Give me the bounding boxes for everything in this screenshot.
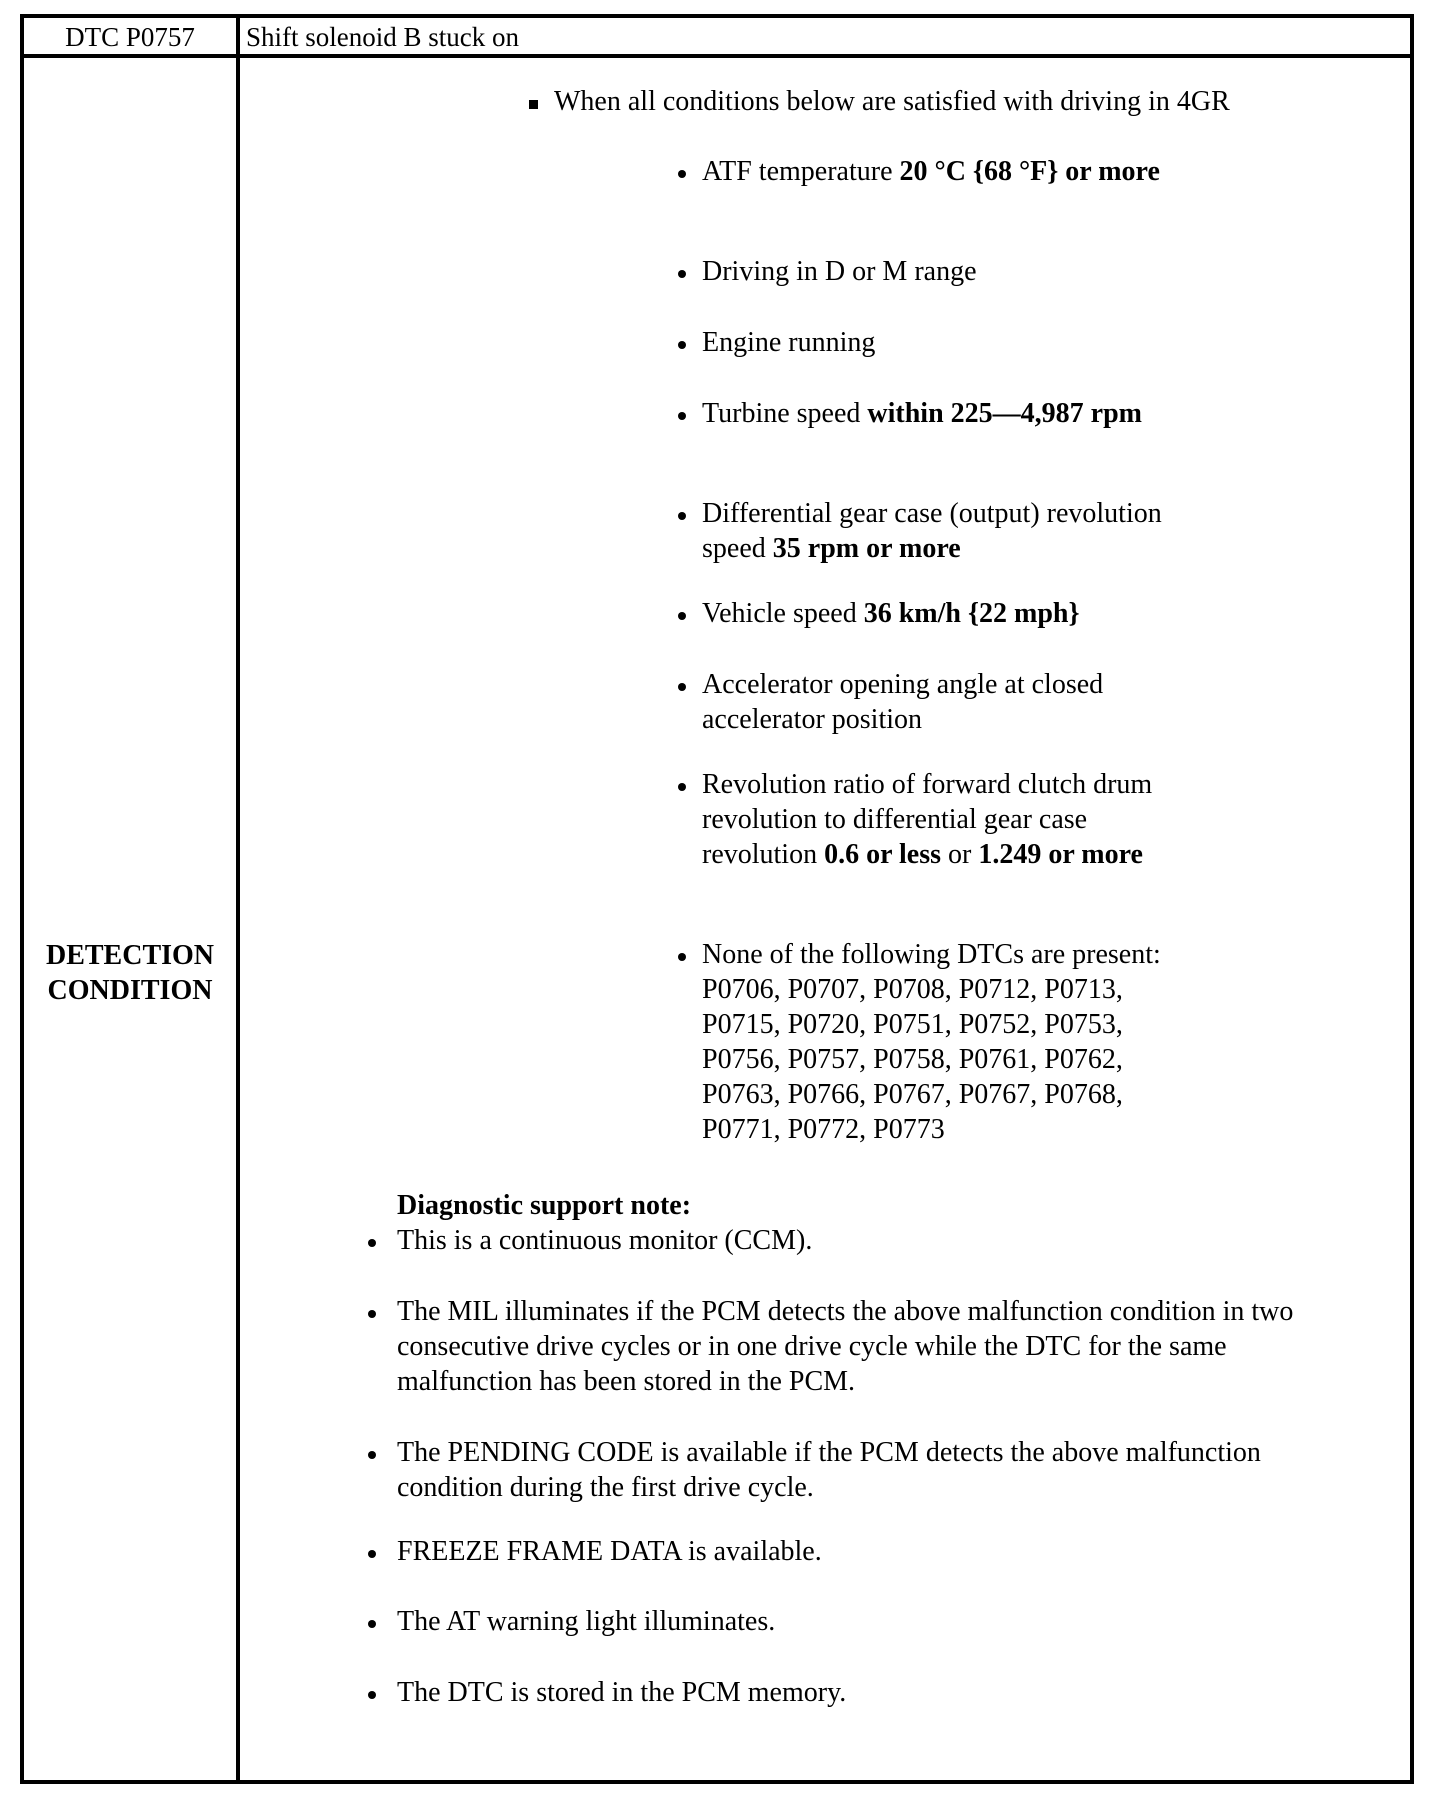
bullet-icon: [678, 170, 686, 178]
bullet-icon: [368, 1310, 376, 1318]
main-condition: When all conditions below are satisfied with driving in 4GR: [554, 86, 1230, 117]
support-note: The AT warning light illuminates.: [397, 1606, 776, 1637]
column-divider: [236, 18, 240, 1780]
bullet-icon: [678, 783, 686, 791]
support-note: FREEZE FRAME DATA is available.: [397, 1536, 822, 1567]
bullet-icon: [678, 683, 686, 691]
dtc-name: Shift solenoid B stuck on: [246, 22, 520, 52]
support-note-title: Diagnostic support note:: [397, 1190, 692, 1221]
bullet-icon: [678, 512, 686, 520]
section-label: [24, 938, 236, 1008]
section-label-line1: DETECTION: [45, 940, 215, 971]
bullet-icon: [368, 1550, 376, 1558]
support-note: The PENDING CODE is available if the PCM detects the above malfunction condition during the first drive cycle.: [397, 1437, 1261, 1503]
square-bullet-icon: [529, 100, 538, 109]
condition-item: Revolution ratio of forward clutch drum revolution to differential gear case revolution 0.6 or less or 1.249 or more: [702, 769, 1153, 870]
bullet-icon: [368, 1239, 376, 1247]
bullet-icon: [678, 341, 686, 349]
condition-item: Driving in D or M range: [702, 256, 977, 287]
bullet-icon: [368, 1451, 376, 1459]
section-label-line2: CONDITION: [47, 975, 213, 1006]
support-note: The DTC is stored in the PCM memory.: [397, 1677, 847, 1708]
bullet-icon: [368, 1691, 376, 1699]
bullet-icon: [678, 953, 686, 961]
condition-item: ATF temperature 20 °C {68 °F} or more: [702, 156, 1160, 187]
condition-item: None of the following DTCs are present: P0706, P0707, P0708, P0712, P0713, P0715, P0720, P0751, P0752, P0753, P0756, P0757, P0758, P0761, P0762, P0763, P0766, P0767, P0767, P0768, P0771, P0772, P0773: [702, 939, 1161, 1145]
condition-item: Accelerator opening angle at closed accelerator position: [702, 669, 1104, 735]
condition-item: Engine running: [702, 327, 876, 358]
support-note: This is a continuous monitor (CCM).: [397, 1225, 813, 1256]
bullet-icon: [678, 412, 686, 420]
bullet-icon: [678, 612, 686, 620]
condition-item: Differential gear case (output) revolution speed 35 rpm or more: [702, 498, 1162, 564]
dtc-table: [20, 14, 1414, 1784]
bullet-icon: [368, 1620, 376, 1628]
condition-item: Vehicle speed 36 km/h {22 mph}: [702, 598, 1080, 629]
condition-item: Turbine speed within 225—4,987 rpm: [702, 398, 1142, 429]
support-note: The MIL illuminates if the PCM detects the above malfunction condition in two consecutive drive cycles or in one drive cycle while the DTC for the same malfunction has been stored in the PCM.: [397, 1296, 1294, 1397]
header-divider: [24, 54, 1410, 58]
bullet-icon: [678, 270, 686, 278]
dtc-code: DTC P0757: [65, 22, 195, 52]
